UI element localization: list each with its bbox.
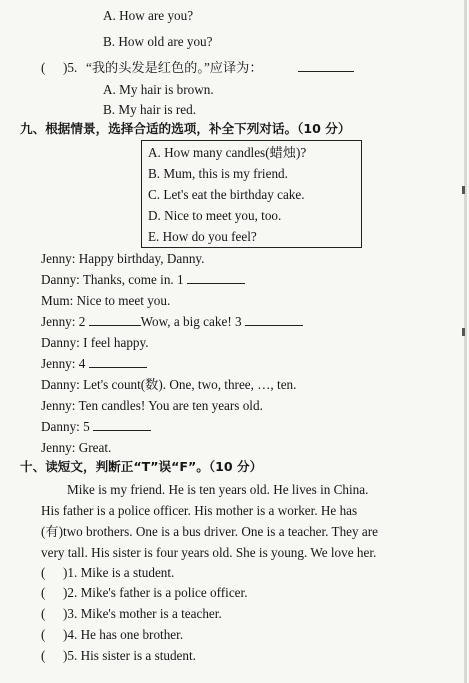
- option-c: C. Let's eat the birthday cake.: [148, 187, 305, 202]
- scan-margin-tick: [462, 328, 465, 336]
- scan-edge-mark: [464, 0, 467, 683]
- tf-paren-2[interactable]: (: [41, 585, 46, 600]
- reading-passage: [41, 479, 459, 563]
- tf-paren-4[interactable]: (: [41, 627, 46, 642]
- q5-number: )5.: [63, 60, 78, 75]
- q5-prompt: “我的头发是红色的。”应译为：: [86, 60, 263, 75]
- dialogue-line-4: Jenny: 2 Wow, a big cake! 3: [41, 313, 303, 331]
- option-a: A. How many candles(蜡烛)?: [148, 145, 307, 160]
- q4-option-a: A. How are you?: [103, 8, 194, 23]
- passage-line-1: Mike is my friend. He is ten years old. He lives in China.: [67, 482, 369, 497]
- q5-answer-blank[interactable]: [298, 59, 354, 77]
- passage-line-3: (有)two brothers. One is a bus driver. One is a teacher. They are: [41, 524, 379, 539]
- dialogue-line-8: Jenny: Ten candles! You are ten years old.: [41, 398, 263, 413]
- tf-question-1: )1. Mike is a student.: [63, 565, 175, 580]
- tf-paren-5[interactable]: (: [41, 648, 46, 663]
- tf-paren-3[interactable]: (: [41, 606, 46, 621]
- q5-paren: (: [41, 60, 46, 75]
- dialogue-line-7: Danny: Let's count(数). One, two, three, …, ten.: [41, 377, 297, 392]
- q5-option-a: A. My hair is brown.: [103, 82, 214, 97]
- option-e: E. How do you feel?: [148, 229, 257, 244]
- passage-line-2: His father is a police officer. His mother is a worker. He has: [41, 503, 358, 518]
- dialogue-line-5: Danny: I feel happy.: [41, 335, 149, 350]
- dialogue-line-1: Jenny: Happy birthday, Danny.: [41, 251, 205, 266]
- answer-blank-2[interactable]: [89, 313, 141, 326]
- tf-paren-1[interactable]: (: [41, 565, 46, 580]
- tf-question-5: )5. His sister is a student.: [63, 648, 196, 663]
- answer-blank-4[interactable]: [89, 355, 147, 368]
- option-b: B. Mum, this is my friend.: [148, 166, 288, 181]
- q4-option-b: B. How old are you?: [103, 34, 213, 49]
- answer-blank-1[interactable]: [187, 271, 245, 284]
- q5-option-b: B. My hair is red.: [103, 102, 197, 117]
- scan-margin-tick: [462, 186, 465, 194]
- section9-title: 九、根据情景，选择合适的选项，补全下列对话。（10 分）: [20, 121, 351, 136]
- answer-blank-3[interactable]: [245, 313, 303, 326]
- option-box: [141, 140, 362, 248]
- tf-question-4: )4. He has one brother.: [63, 627, 184, 642]
- dialogue-line-2: Danny: Thanks, come in. 1: [41, 271, 245, 289]
- passage-line-4: very tall. His sister is four years old. She is young. We love her.: [41, 545, 377, 560]
- dialogue-line-9: Danny: 5: [41, 418, 151, 436]
- option-d: D. Nice to meet you, too.: [148, 208, 282, 223]
- dialogue-line-3: Mum: Nice to meet you.: [41, 293, 171, 308]
- answer-blank-5[interactable]: [93, 418, 151, 431]
- section10-title: 十、读短文，判断正“T”误“F”。（10 分）: [20, 459, 263, 474]
- tf-question-2: )2. Mike's father is a police officer.: [63, 585, 248, 600]
- tf-question-3: )3. Mike's mother is a teacher.: [63, 606, 222, 621]
- dialogue-line-6: Jenny: 4: [41, 355, 147, 373]
- dialogue-line-10: Jenny: Great.: [41, 440, 112, 455]
